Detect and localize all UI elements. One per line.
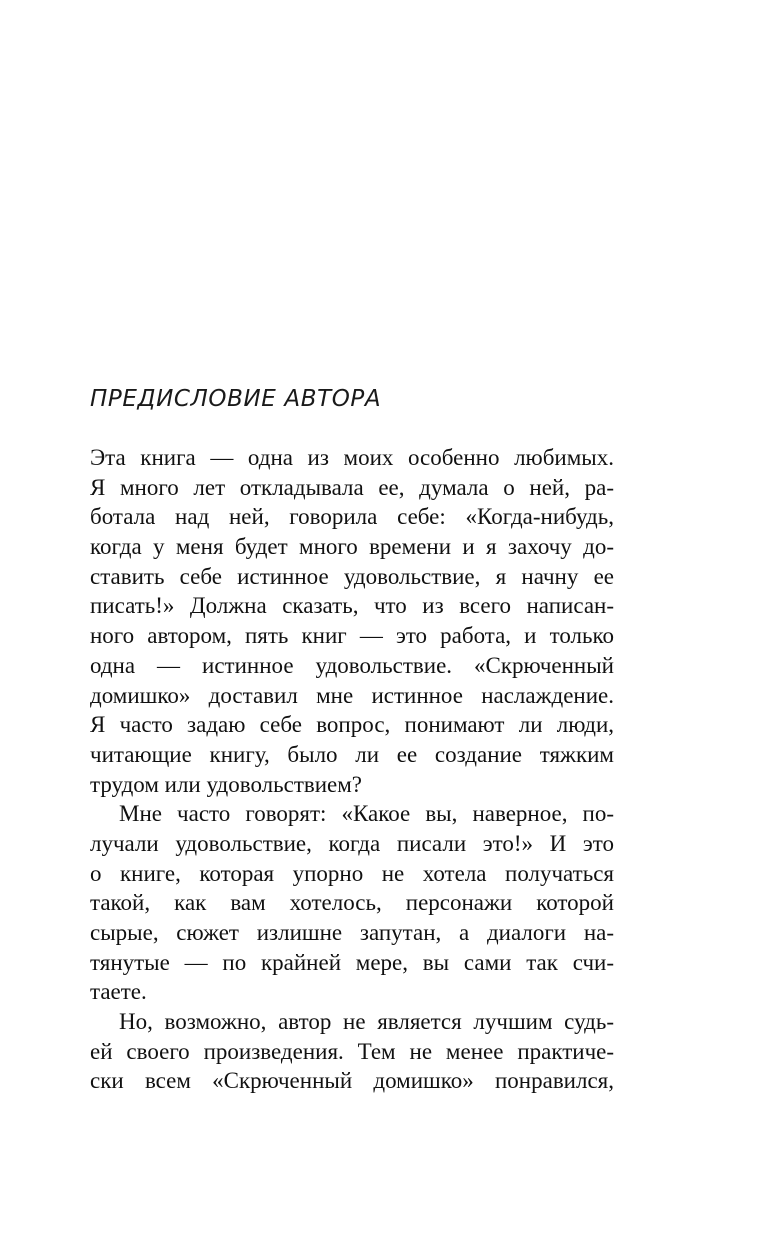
text-line: ей своего произведения. Тем не менее практиче-	[90, 1038, 614, 1064]
text-line: такой, как вам хотелось, персонажи которой	[90, 890, 614, 916]
paragraph-1	[90, 443, 614, 799]
text-line: трудом или удовольствием?	[90, 771, 363, 797]
text-line: читающие книгу, было ли ее создание тяжким	[90, 741, 614, 767]
text-line: лучали удовольствие, когда писали это!» И это	[90, 830, 614, 856]
text-line: таете.	[90, 979, 147, 1005]
text-line: Я часто задаю себе вопрос, понимают ли люди,	[90, 712, 614, 738]
text-line: ски всем «Скрюченный домишко» понравился,	[90, 1068, 614, 1094]
text-line: домишко» доставил мне истинное наслаждение.	[90, 682, 614, 708]
text-line: сырые, сюжет излишне запутан, а диалоги на-	[90, 920, 614, 945]
chapter-heading: ПРЕДИСЛОВИЕ АВТОРА	[90, 386, 382, 412]
text-line: ного автором, пять книг — это работа, и только	[90, 623, 614, 649]
text-line: Но, возможно, автор не является лучшим судь-	[119, 1009, 614, 1035]
text-line: Я много лет откладывала ее, думала о ней, ра-	[90, 474, 614, 500]
paragraph-3	[90, 1007, 614, 1096]
text-line: Эта книга — одна из моих особенно любимых.	[90, 445, 614, 470]
text-line: когда у меня будет много времени и я захочу до-	[90, 534, 614, 560]
paragraph-2	[90, 799, 614, 1007]
text-line: ставить себе истинное удовольствие, я начну ее	[90, 563, 614, 589]
body-text	[90, 443, 614, 1096]
text-line: тянутые — по крайней мере, вы сами так счи-	[90, 949, 614, 975]
text-line: Мне часто говорят: «Какое вы, наверное, по-	[119, 801, 614, 827]
text-line: ботала над ней, говорила себе: «Когда-нибудь,	[90, 504, 614, 530]
text-line: о книге, которая упорно не хотела получаться	[90, 860, 614, 886]
text-line: одна — истинное удовольствие. «Скрюченный	[90, 652, 614, 678]
text-line: писать!» Должна сказать, что из всего написан-	[90, 593, 614, 619]
